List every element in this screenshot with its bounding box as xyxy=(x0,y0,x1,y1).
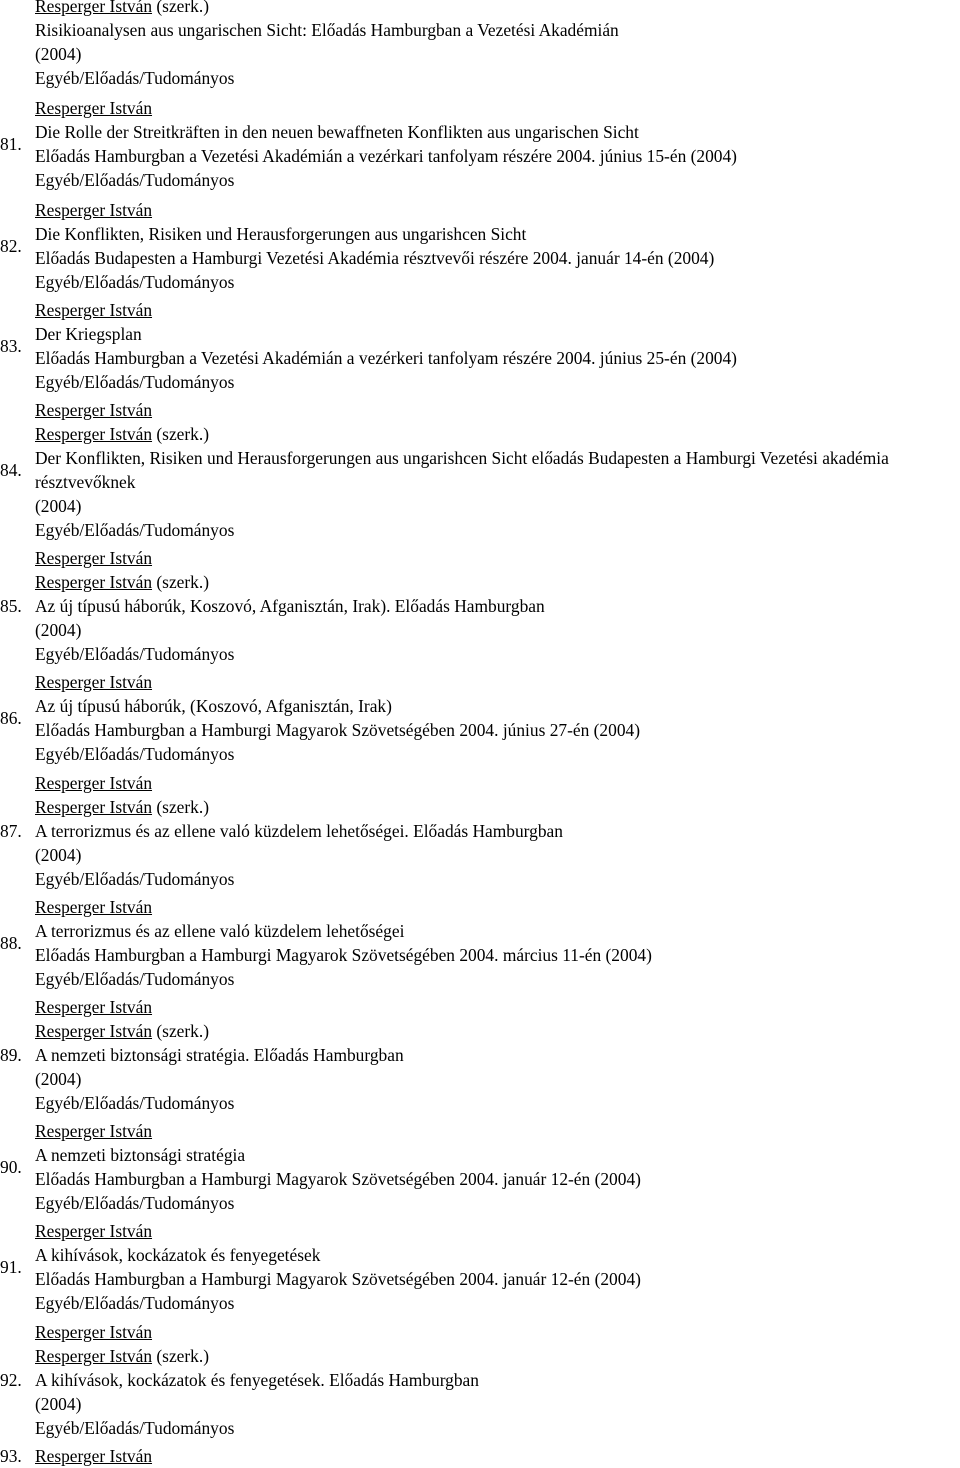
entry-details: Előadás Hamburgban a Vezetési Akadémián a vezérkari tanfolyam részére 2004. június 15-én (2004) xyxy=(35,146,737,166)
list-entry xyxy=(0,96,737,192)
author-link[interactable]: Resperger István xyxy=(35,897,153,917)
entry-category: Egyéb/Előadás/Tudományos xyxy=(35,644,235,664)
list-entry xyxy=(0,895,652,991)
entry-details: Előadás Hamburgban a Hamburgi Magyarok Szövetségében 2004. március 11-én (2004) xyxy=(35,945,652,965)
entry-title: Der Konflikten, Risiken und Herausforgerungen aus ungarishcen Sicht előadás Budapesten a Hamburgi Vezetési akadémia résztvevőknek xyxy=(35,448,889,492)
entry-category: Egyéb/Előadás/Tudományos xyxy=(35,372,235,392)
entry-number: 89. xyxy=(0,1045,22,1065)
entry-number: 91. xyxy=(0,1257,22,1277)
list-entry xyxy=(0,771,563,891)
list-entry xyxy=(0,670,640,766)
list-entry xyxy=(0,0,619,90)
entry-title: Der Kriegsplan xyxy=(35,324,142,344)
entry-category: Egyéb/Előadás/Tudományos xyxy=(35,1093,235,1113)
entry-title: A kihívások, kockázatok és fenyegetések xyxy=(35,1245,321,1265)
entry-number: 86. xyxy=(0,708,22,728)
author-link[interactable]: Resperger István xyxy=(35,98,153,118)
entry-year: (2004) xyxy=(35,620,82,640)
entry-details: Előadás Hamburgban a Hamburgi Magyarok Szövetségében 2004. január 12-én (2004) xyxy=(35,1169,641,1189)
entry-year: (2004) xyxy=(35,44,82,64)
entry-number: 88. xyxy=(0,933,22,953)
author-link[interactable]: Resperger István xyxy=(35,1446,153,1466)
list-entry xyxy=(0,1320,479,1440)
list-entry xyxy=(0,995,404,1115)
entry-year: (2004) xyxy=(35,1069,82,1089)
entry-title: A nemzeti biztonsági stratégia xyxy=(35,1145,246,1165)
entry-number: 84. xyxy=(0,460,22,480)
author-link[interactable]: Resperger István xyxy=(35,0,153,16)
author-link[interactable]: Resperger István xyxy=(35,1322,153,1342)
entry-title: Risikioanalysen aus ungarischen Sicht: Előadás Hamburgban a Vezetési Akadémián xyxy=(35,20,619,40)
entry-number: 92. xyxy=(0,1370,22,1390)
entry-title: A terrorizmus és az ellene való küzdelem lehetőségei. Előadás Hamburgban xyxy=(35,821,563,841)
entry-year: (2004) xyxy=(35,496,82,516)
author-link[interactable]: Resperger István xyxy=(35,400,153,420)
entry-category: Egyéb/Előadás/Tudományos xyxy=(35,1193,235,1213)
entry-year: (2004) xyxy=(35,1394,82,1414)
entry-category: Egyéb/Előadás/Tudományos xyxy=(35,1293,235,1313)
author-link[interactable]: Resperger István xyxy=(35,300,153,320)
entry-title: A terrorizmus és az ellene való küzdelem lehetőségei xyxy=(35,921,405,941)
entry-title: A nemzeti biztonsági stratégia. Előadás Hamburgban xyxy=(35,1045,404,1065)
author-link[interactable]: Resperger István xyxy=(35,997,153,1017)
author-link[interactable]: Resperger István xyxy=(35,424,153,444)
entry-year: (2004) xyxy=(35,845,82,865)
author-suffix: (szerk.) xyxy=(152,0,210,16)
entry-title: Die Rolle der Streitkräften in den neuen bewaffneten Konflikten aus ungarischen Sicht xyxy=(35,122,639,142)
entry-number: 82. xyxy=(0,236,22,256)
author-link[interactable]: Resperger István xyxy=(35,548,153,568)
entry-category: Egyéb/Előadás/Tudományos xyxy=(35,1418,235,1438)
entry-number: 87. xyxy=(0,821,22,841)
author-link[interactable]: Resperger István xyxy=(35,1121,153,1141)
list-entry xyxy=(0,1219,641,1315)
entry-number: 81. xyxy=(0,134,22,154)
author-suffix: (szerk.) xyxy=(152,797,210,817)
entry-number: 93. xyxy=(0,1446,22,1466)
entry-number: 90. xyxy=(0,1157,22,1177)
entry-category: Egyéb/Előadás/Tudományos xyxy=(35,520,235,540)
entry-title: Az új típusú háborúk, (Koszovó, Afganisztán, Irak) xyxy=(35,696,392,716)
list-entry xyxy=(0,298,737,394)
author-suffix: (szerk.) xyxy=(152,572,210,592)
entry-category: Egyéb/Előadás/Tudományos xyxy=(35,170,235,190)
author-link[interactable]: Resperger István xyxy=(35,572,153,592)
entry-category: Egyéb/Előadás/Tudományos xyxy=(35,869,235,889)
entry-category: Egyéb/Előadás/Tudományos xyxy=(35,969,235,989)
entry-category: Egyéb/Előadás/Tudományos xyxy=(35,272,235,292)
list-entry xyxy=(0,546,545,666)
author-link[interactable]: Resperger István xyxy=(35,773,153,793)
author-link[interactable]: Resperger István xyxy=(35,797,153,817)
entry-number: 83. xyxy=(0,336,22,356)
entry-title: Az új típusú háborúk, Koszovó, Afganisztán, Irak). Előadás Hamburgban xyxy=(35,596,545,616)
entry-category: Egyéb/Előadás/Tudományos xyxy=(35,744,235,764)
list-entry xyxy=(0,198,714,294)
list-entry xyxy=(0,398,960,542)
entry-details: Előadás Budapesten a Hamburgi Vezetési Akadémia résztvevői részére 2004. január 14-én (2004) xyxy=(35,248,715,268)
entry-details: Előadás Hamburgban a Vezetési Akadémián a vezérkeri tanfolyam részére 2004. június 25-én (2004) xyxy=(35,348,737,368)
entry-title: A kihívások, kockázatok és fenyegetések. Előadás Hamburgban xyxy=(35,1370,479,1390)
entry-title: Die Konflikten, Risiken und Herausforgerungen aus ungarishcen Sicht xyxy=(35,224,527,244)
author-link[interactable]: Resperger István xyxy=(35,1221,153,1241)
entry-category: Egyéb/Előadás/Tudományos xyxy=(35,68,235,88)
entry-number: 85. xyxy=(0,596,22,616)
author-link[interactable]: Resperger István xyxy=(35,200,153,220)
list-entry xyxy=(0,1444,152,1468)
author-suffix: (szerk.) xyxy=(152,424,210,444)
list-entry xyxy=(0,1119,641,1215)
author-link[interactable]: Resperger István xyxy=(35,672,153,692)
author-suffix: (szerk.) xyxy=(152,1346,210,1366)
author-link[interactable]: Resperger István xyxy=(35,1346,153,1366)
entry-details: Előadás Hamburgban a Hamburgi Magyarok Szövetségében 2004. január 12-én (2004) xyxy=(35,1269,641,1289)
entry-details: Előadás Hamburgban a Hamburgi Magyarok Szövetségében 2004. június 27-én (2004) xyxy=(35,720,640,740)
author-link[interactable]: Resperger István xyxy=(35,1021,153,1041)
author-suffix: (szerk.) xyxy=(152,1021,210,1041)
